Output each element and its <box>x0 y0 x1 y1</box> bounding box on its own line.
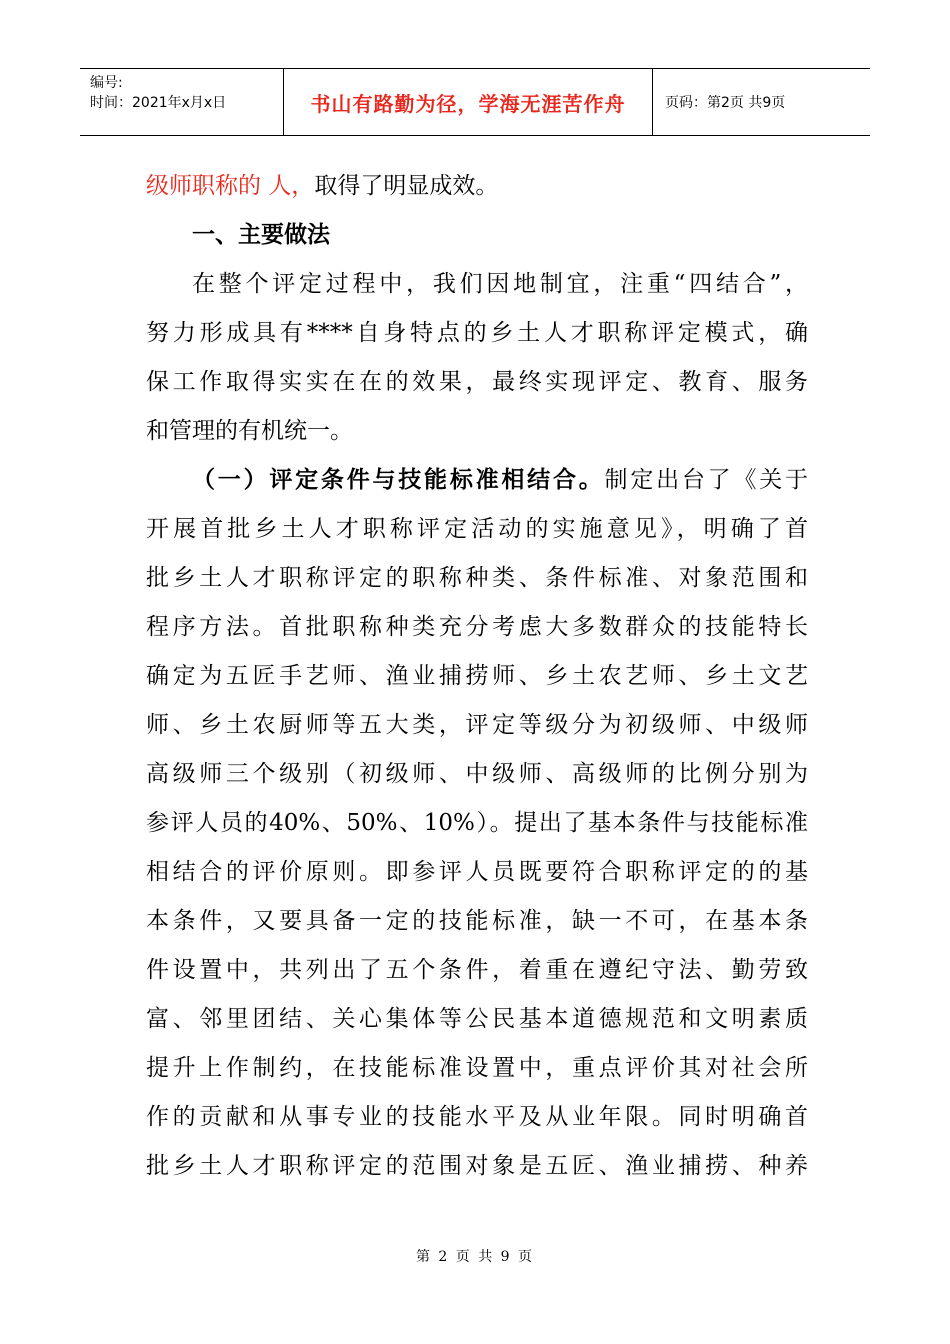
header-motto: 书山有路勤为径，学海无涯苦作舟 <box>283 69 653 135</box>
section-heading: 一、主要做法 <box>192 222 330 248</box>
page-footer: 第 2 页 共 9 页 <box>415 1249 535 1265</box>
paragraph-line: 开展首批乡土人才职称评定活动的实施意见》，明确了首 <box>146 516 808 542</box>
paragraph-line: 程序方法。首批职称种类充分考虑大多数群众的技能特长 <box>146 614 808 640</box>
document-header <box>80 68 870 136</box>
paragraph-line: 师、乡土农厨师等五大类，评定等级分为初级师、中级师 <box>146 712 808 738</box>
paragraph-line: 确定为五匠手艺师、渔业捕捞师、乡土农艺师、乡土文艺 <box>146 663 808 689</box>
highlighted-text: 级师职称的 人， <box>146 173 315 199</box>
paragraph-line <box>146 456 808 505</box>
header-page-info: 页码：第2页 共9页 <box>665 95 786 111</box>
paragraph-line: 参评人员的40%、50%、10%）。提出了基本条件与技能标准 <box>146 810 808 836</box>
paragraph-line: 富、邻里团结、关心集体等公民基本道德规范和文明素质 <box>146 1006 808 1032</box>
paragraph-line: 作的贡献和从事专业的技能水平及从业年限。同时明确首 <box>146 1104 808 1130</box>
paragraph-line: 批乡土人才职称评定的职称种类、条件标准、对象范围和 <box>146 565 808 591</box>
date-label: 时间：2021年x月x日 <box>90 95 227 111</box>
paragraph-line: 高级师三个级别（初级师、中级师、高级师的比例分别为 <box>146 761 808 787</box>
paragraph-line: 批乡土人才职称评定的范围对象是五匠、渔业捕捞、种养 <box>146 1153 808 1179</box>
body-text: 取得了明显成效。 <box>314 173 499 199</box>
paragraph-line: 努力形成具有****自身特点的乡土人才职称评定模式，确 <box>146 320 808 346</box>
serial-number-label: 编号: <box>90 75 123 91</box>
paragraph-line: 件设置中，共列出了五个条件，着重在遵纪守法、勤劳致 <box>146 957 808 983</box>
paragraph-line: 和管理的有机统一。 <box>146 418 353 444</box>
sub-heading: （一）评定条件与技能标准相结合。 <box>192 467 605 493</box>
document-body <box>146 162 808 1240</box>
paragraph-line: 提升上作制约，在技能标准设置中，重点评价其对社会所 <box>146 1055 808 1081</box>
body-text: 制定出台了《关于 <box>604 467 809 493</box>
paragraph-line: 本条件，又要具备一定的技能标准，缺一不可，在基本条 <box>146 908 808 934</box>
paragraph-line: 保工作取得实实在在的效果，最终实现评定、教育、服务 <box>146 369 808 395</box>
paragraph-line: 相结合的评价原则。即参评人员既要符合职称评定的的基 <box>146 859 808 885</box>
paragraph-line: 在整个评定过程中，我们因地制宜，注重“四结合”， <box>192 271 808 297</box>
header-meta <box>80 69 283 135</box>
paragraph-line <box>146 1191 808 1240</box>
body-line <box>146 162 808 211</box>
